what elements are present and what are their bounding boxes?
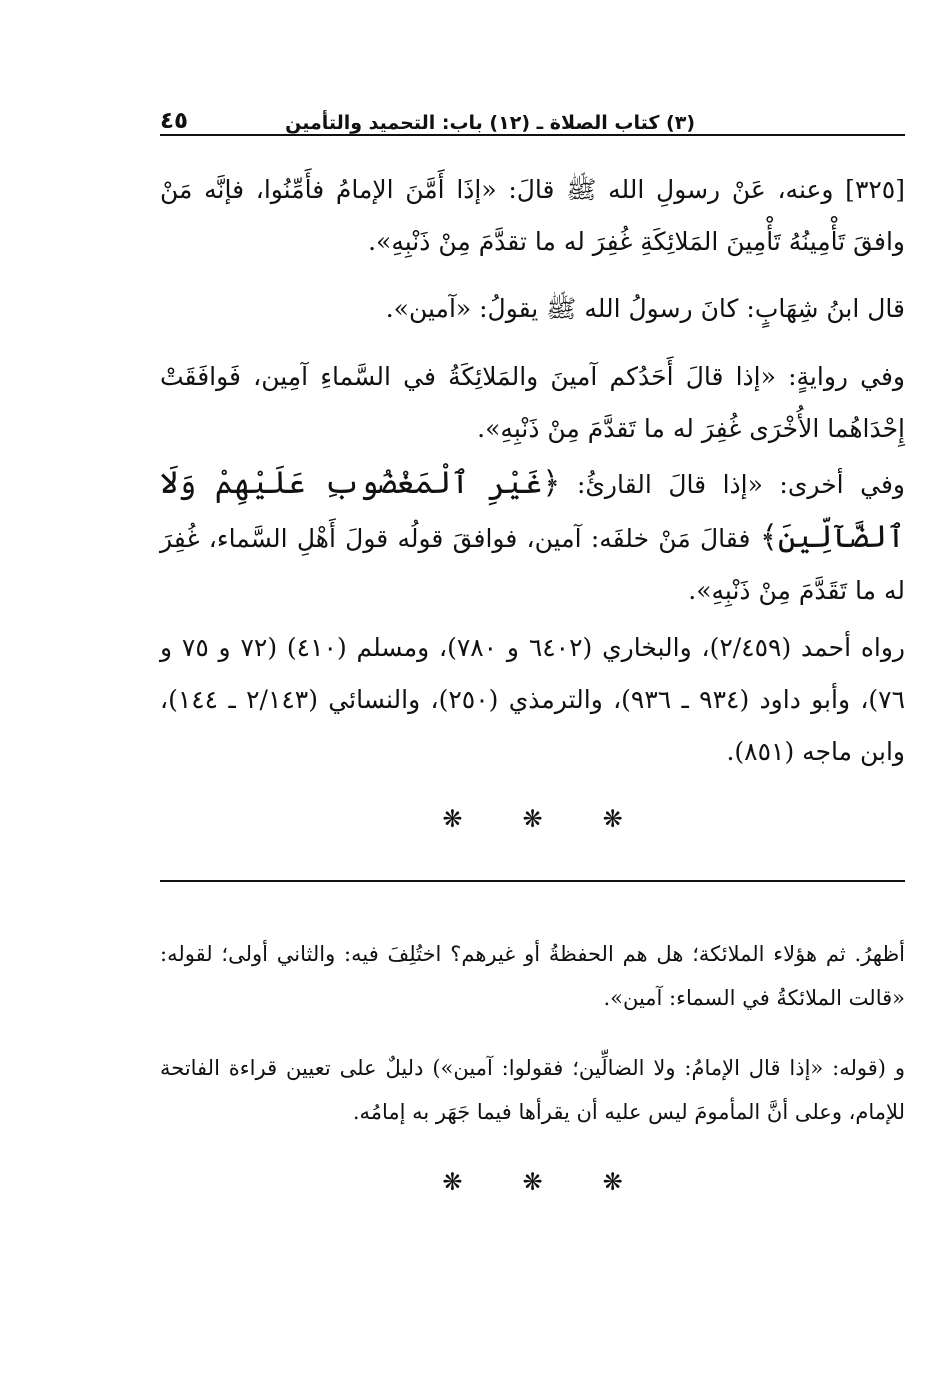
takhrij-paragraph xyxy=(160,622,905,778)
section-divider-ornaments xyxy=(160,805,905,833)
page-number: ٤٥ xyxy=(160,108,189,134)
ibn-shihab-paragraph xyxy=(160,283,905,335)
asterisk-ornament-icon: ❋ xyxy=(522,805,543,833)
hadith-paragraph xyxy=(160,164,905,268)
commentary-text-1: أظهرُ. ثم هؤلاء الملائكة؛ هل هم الحفظةُ أو غيرهم؟ اختُلِفَ فيه: والثاني أولى؛ لقوله: «قالت الملائكةُ في السماء: آمين». xyxy=(160,942,905,1010)
quran-verse: ﴿غَيْرِ ٱلْمَغْضُوبِ عَلَيْهِمْ وَلَا ٱلضَّآلِّينَ﴾ xyxy=(160,465,906,555)
ukhra-end: فقالَ مَنْ خلفَه: آمين، فوافقَ قولُه قولَ أَهْلِ السَّماء، غُفِرَ له ما تَقَدَّمَ مِنْ ذَنْبِهِ». xyxy=(160,524,905,605)
ukhra-start: وفي أخرى: «إذا قالَ القارئُ: xyxy=(576,470,906,499)
commentary-text-2: و (قوله: «إذا قال الإمامُ: ولا الضالِّين؛ فقولوا: آمين») دليلٌ على تعيين قراءة الفاتحة للإمام، وعلى أنَّ المأمومَ ليس عليه أن يقرأها فيما جَهَر به إمامُه. xyxy=(160,1056,905,1124)
asterisk-ornament-icon: ❋ xyxy=(442,1168,463,1196)
asterisk-ornament-icon: ❋ xyxy=(602,1168,623,1196)
commentary-paragraph-2 xyxy=(160,1046,905,1134)
takhrij-text: رواه أحمد (٢/٤٥٩)، والبخاري (٦٤٠٢ و ٧٨٠)، ومسلم (٤١٠) (٧٢ و ٧٥ و ٧٦)، وأبو داود (٩٣٤ ـ ٩٣٦)، والترمذي (٢٥٠)، والنسائي (٢/١٤٣ ـ ١٤٤)، وابن ماجه (٨٥١). xyxy=(160,633,906,766)
running-title: (٣) كتاب الصلاة ـ (١٢) باب: التحميد والتأمين xyxy=(285,112,695,134)
riwaya-paragraph xyxy=(160,351,905,455)
footer-divider-ornaments xyxy=(160,1168,905,1196)
ukhra-text xyxy=(160,457,905,617)
ukhra-paragraph xyxy=(160,457,905,617)
asterisk-ornament-icon: ❋ xyxy=(442,805,463,833)
header-rule xyxy=(160,134,905,136)
footnote-rule xyxy=(160,880,905,882)
riwaya-text: وفي روايةٍ: «إذا قالَ أَحَدُكم آمينَ والمَلائِكَةُ في السَّماءِ آمِين، فَوافَقَتْ إِحْدَاهُما الأُخْرَى غُفِرَ له ما تَقدَّمَ مِنْ ذَنْبِهِ». xyxy=(160,362,905,443)
hadith-text: [٣٢٥] وعنه، عَنْ رسولِ الله ﷺ قالَ: «إذَا أَمَّنَ الإمامُ فأَمِّنُوا، فإنَّه مَنْ وافقَ تَأْمِينُهُ تَأْمِينَ المَلائِكَةِ غُفِرَ له ما تقدَّمَ مِنْ ذَنْبِهِ». xyxy=(160,175,905,256)
running-header xyxy=(160,98,905,134)
asterisk-ornament-icon: ❋ xyxy=(602,805,623,833)
ibn-shihab-text: قال ابنُ شِهَابٍ: كانَ رسولُ الله ﷺ يقولُ: «آمين». xyxy=(385,294,905,323)
asterisk-ornament-icon: ❋ xyxy=(522,1168,543,1196)
commentary-paragraph-1 xyxy=(160,932,905,1020)
